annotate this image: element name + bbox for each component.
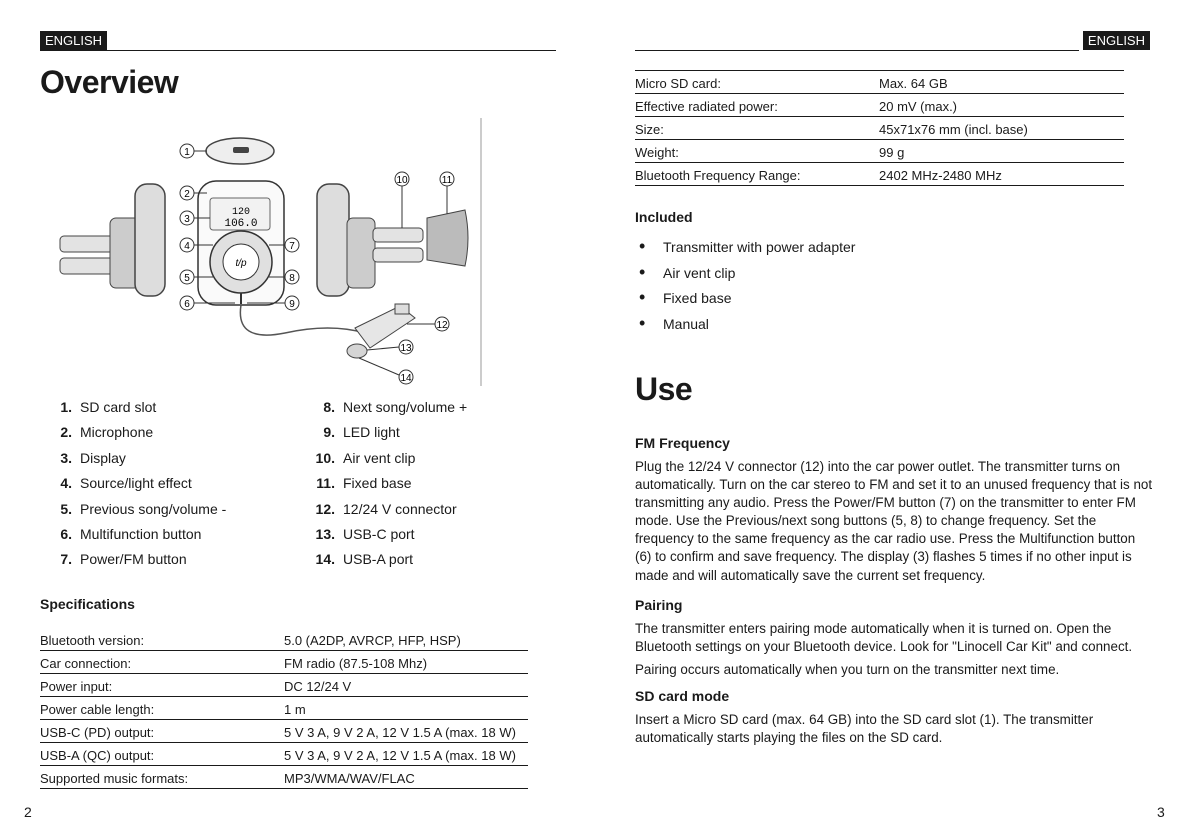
list-item — [303, 525, 467, 550]
table-row — [40, 720, 528, 743]
specifications-table — [40, 628, 528, 789]
spec-value: 5 V 3 A, 9 V 2 A, 12 V 1.5 A (max. 18 W) — [284, 743, 528, 766]
spec-key: Supported music formats: — [40, 766, 284, 789]
header-rule-right — [635, 50, 1079, 51]
spec-key: Size: — [635, 117, 879, 140]
page-title-overview: Overview — [40, 64, 179, 100]
callout-2-label: 2 — [184, 189, 190, 200]
part-number: 4. — [60, 475, 72, 492]
table-row — [40, 651, 528, 674]
parts-list-col2 — [303, 398, 467, 576]
table-row — [635, 163, 1124, 186]
knob-label: t/p — [235, 258, 247, 269]
spec-value: 45x71x76 mm (incl. base) — [879, 117, 1124, 140]
part-number: 11. — [316, 475, 335, 492]
spec-value: MP3/WMA/WAV/FLAC — [284, 766, 528, 789]
list-item — [303, 550, 467, 575]
callout-8-label: 8 — [289, 273, 295, 284]
part-number: 6. — [60, 525, 72, 542]
list-item — [303, 500, 467, 525]
list-item — [40, 449, 226, 474]
spec-value: FM radio (87.5-108 Mhz) — [284, 651, 528, 674]
list-item — [303, 474, 467, 499]
list-item: • Transmitter with power adapter — [635, 239, 855, 265]
pairing-heading: Pairing — [635, 597, 683, 613]
spec-key: Power cable length: — [40, 697, 284, 720]
included-heading: Included — [635, 209, 693, 225]
list-item — [303, 449, 467, 474]
spec-key: USB-A (QC) output: — [40, 743, 284, 766]
callout-9-label: 9 — [289, 299, 295, 310]
spec-key: Micro SD card: — [635, 71, 879, 94]
list-item — [40, 550, 226, 575]
part-label: USB-A port — [343, 551, 414, 568]
spec-value: 5.0 (A2DP, AVRCP, HFP, HSP) — [284, 628, 528, 651]
table-row — [635, 117, 1124, 140]
list-item — [40, 500, 226, 525]
spec-key: Effective radiated power: — [635, 94, 879, 117]
spec-key: Weight: — [635, 140, 879, 163]
spec-value: 20 mV (max.) — [879, 94, 1124, 117]
callout-6-label: 6 — [184, 299, 190, 310]
spec-key: Car connection: — [40, 651, 284, 674]
header-rule-left — [40, 50, 556, 51]
list-item: • Manual — [635, 316, 855, 342]
sd-card-mode-heading: SD card mode — [635, 688, 730, 704]
specifications-table-continued — [635, 70, 1124, 186]
callout-4-label: 4 — [184, 241, 190, 252]
table-row — [635, 71, 1124, 94]
list-item: • Fixed base — [635, 290, 855, 316]
page-number-left: 2 — [24, 804, 32, 820]
callout-13-label: 13 — [400, 343, 412, 354]
part-label: Air vent clip — [343, 449, 416, 466]
part-number: 14. — [315, 551, 335, 568]
list-item: • Air vent clip — [635, 265, 855, 291]
spec-value: 2402 MHz-2480 MHz — [879, 163, 1124, 186]
list-item — [303, 398, 467, 423]
spec-value: Max. 64 GB — [879, 71, 1124, 94]
callout-5-label: 5 — [184, 273, 190, 284]
specifications-heading: Specifications — [40, 596, 135, 612]
callout-10-label: 10 — [396, 175, 408, 186]
part-label: Multifunction button — [80, 525, 202, 542]
part-label: 12/24 V connector — [343, 500, 457, 517]
pairing-text-2: Pairing occurs automatically when you turn on the transmitter next time. — [635, 662, 1060, 677]
list-item — [303, 423, 467, 448]
lcd-line-1: 120 — [231, 207, 251, 218]
part-label: LED light — [343, 424, 400, 441]
callout-7-label: 7 — [289, 241, 295, 252]
part-label: Source/light effect — [80, 475, 192, 492]
part-number: 10. — [315, 449, 335, 466]
part-number: 12. — [315, 500, 335, 517]
fm-frequency-text: Plug the 12/24 V connector (12) into the car power outlet. The transmitter turns on automatically. Turn on the car stereo to FM and set it to an unused frequency that is not transmitting any audio. Press the Power/FM button (7) on the transmitter to enter FM mode. Use the Previous/next song buttons (5, 8) to change frequency. Set the frequency to the same frequency as the car radio use. Press the Multifunction button (6) to confirm and save frequency. The display (3) flashes 5 times if no other input is made and will automatically save the current set frequency. — [635, 459, 1153, 583]
callout-3-label: 3 — [184, 214, 190, 225]
part-number: 5. — [60, 500, 72, 517]
spec-key: Power input: — [40, 674, 284, 697]
list-item — [40, 398, 226, 423]
table-row — [40, 766, 528, 789]
part-number: 1. — [60, 399, 72, 415]
part-label: Microphone — [80, 424, 154, 441]
spec-value: DC 12/24 V — [284, 674, 528, 697]
part-label: Power/FM button — [80, 551, 187, 568]
sd-card-mode-text: Insert a Micro SD card (max. 64 GB) into the SD card slot (1). The transmitter automatically starts playing the files on the SD card. — [635, 712, 1094, 746]
part-label: Display — [80, 449, 126, 466]
list-item — [40, 474, 226, 499]
table-row — [40, 628, 528, 651]
table-row — [635, 140, 1124, 163]
language-tag-right: ENGLISH — [1083, 31, 1150, 50]
callout-12-label: 12 — [436, 320, 448, 331]
part-number: 2. — [60, 424, 72, 441]
included-list — [635, 239, 855, 341]
table-row — [40, 697, 528, 720]
part-label: SD card slot — [80, 399, 157, 415]
table-row — [40, 674, 528, 697]
language-tag-left: ENGLISH — [40, 31, 107, 50]
spec-value: 1 m — [284, 697, 528, 720]
lcd-line-2: 106.0 — [224, 218, 258, 230]
spec-key: USB-C (PD) output: — [40, 720, 284, 743]
part-label: Fixed base — [343, 475, 412, 492]
spec-key: Bluetooth version: — [40, 628, 284, 651]
spec-value: 99 g — [879, 140, 1124, 163]
part-label: USB-C port — [343, 525, 415, 542]
spec-key: Bluetooth Frequency Range: — [635, 163, 879, 186]
table-row — [635, 94, 1124, 117]
section-title-use: Use — [635, 371, 693, 407]
fm-frequency-heading: FM Frequency — [635, 435, 730, 451]
page-number-right: 3 — [1157, 804, 1165, 820]
list-item — [40, 525, 226, 550]
part-label: Next song/volume + — [343, 399, 468, 415]
callout-11-label: 11 — [441, 175, 453, 186]
product-diagram — [55, 118, 485, 390]
list-item — [40, 423, 226, 448]
part-number: 7. — [60, 551, 72, 568]
part-number: 9. — [323, 424, 335, 441]
parts-list-col1 — [40, 398, 226, 576]
callout-1-label: 1 — [184, 147, 190, 158]
spec-value: 5 V 3 A, 9 V 2 A, 12 V 1.5 A (max. 18 W) — [284, 720, 528, 743]
callout-14-label: 14 — [400, 373, 412, 384]
pairing-text-1: The transmitter enters pairing mode automatically when it is turned on. Open the Bluetooth settings on your Bluetooth device. Look for "Linocell Car Kit" and connect. — [635, 621, 1133, 655]
part-label: Previous song/volume - — [80, 500, 227, 517]
part-number: 8. — [323, 399, 335, 415]
part-number: 13. — [315, 525, 335, 542]
product-diagram-svg — [55, 118, 485, 390]
table-row — [40, 743, 528, 766]
part-number: 3. — [60, 449, 72, 466]
